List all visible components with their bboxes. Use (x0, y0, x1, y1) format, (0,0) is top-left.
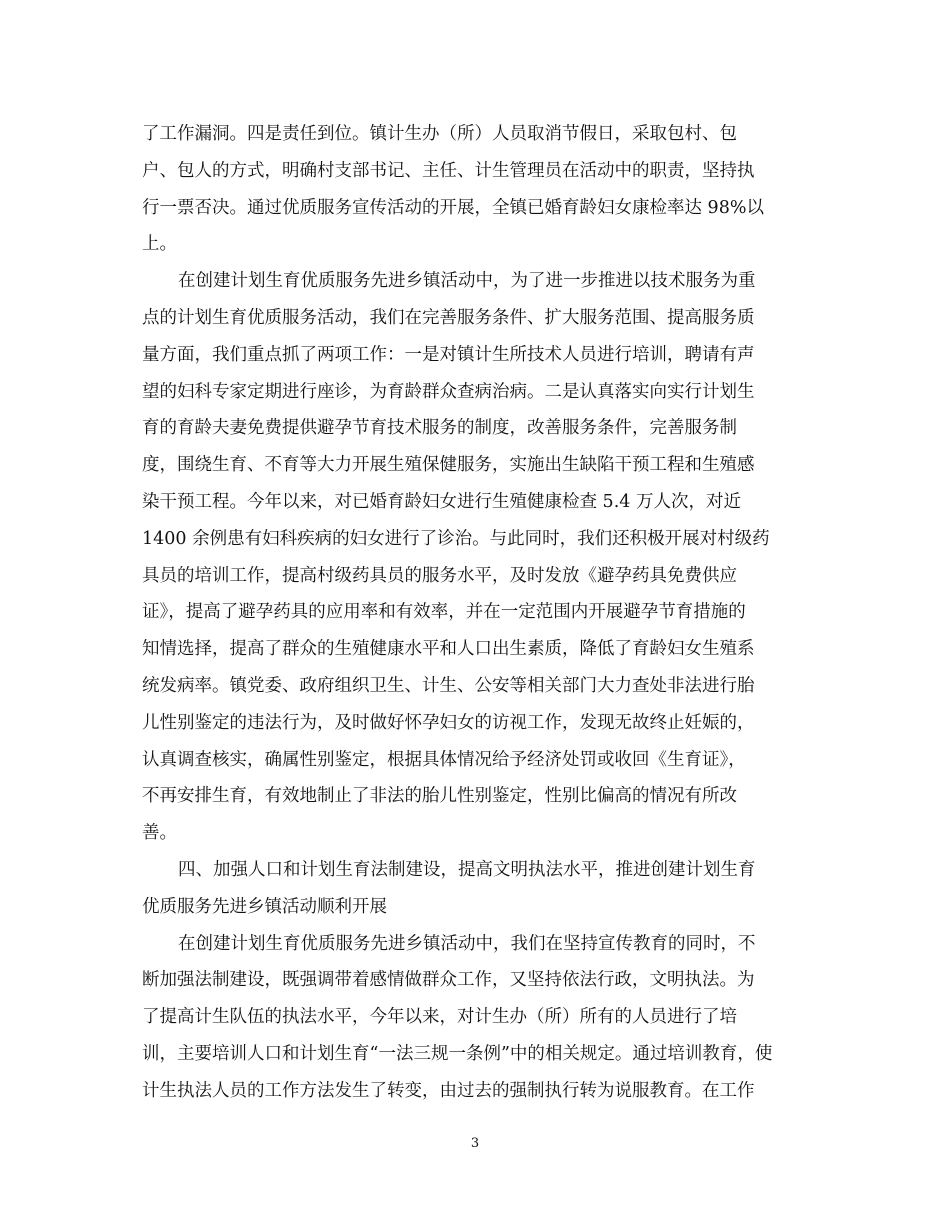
page-number: 3 (470, 1136, 480, 1151)
text-line: 证》，提高了避孕药具的应用率和有效率，并在一定范围内开展避孕节育措施的 (142, 602, 746, 623)
text-line: 认真调查核实，确属性别鉴定，根据具体情况给予经济处罚或收回《生育证》， (142, 749, 746, 770)
paragraph-start-line: 在创建计划生育优质服务先进乡镇活动中，为了进一步推进以技术服务为重 (178, 271, 756, 292)
text-line: 1400 余例患有妇科疾病的妇女进行了诊治。与此同时，我们还积极开展对村级药 (142, 528, 770, 549)
text-line: 不再安排生育，有效地制止了非法的胎儿性别鉴定，性别比偏高的情况有所改 (142, 786, 737, 807)
text-line: 善。 (142, 823, 177, 844)
text-line: 染干预工程。今年以来，对已婚育龄妇女进行生殖健康检查 5.4 万人次，对近 (142, 491, 741, 512)
text-line: 训，主要培训人口和计划生育“一法三规一条例”中的相关规定。通过培训教育，使 (142, 1043, 773, 1064)
text-line: 量方面，我们重点抓了两项工作：一是对镇计生所技术人员进行培训，聘请有声 (142, 344, 755, 365)
text-line: 上。 (142, 234, 177, 255)
text-line: 断加强法制建设，既强调带着感情做群众工作，又坚持依法行政，文明执法。为 (142, 970, 755, 991)
text-line: 育的育龄夫妻免费提供避孕节育技术服务的制度，改善服务条件，完善服务制 (142, 418, 737, 439)
body-text (142, 116, 814, 1110)
section-heading-line: 优质服务先进乡镇活动顺利开展 (142, 896, 387, 917)
text-line: 了提高计生队伍的执法水平，今年以来，对计生办（所）所有的人员进行了培 (142, 1007, 737, 1028)
text-line: 知情选择，提高了群众的生殖健康水平和人口出生素质，降低了育龄妇女生殖系 (142, 639, 755, 660)
text-line: 儿性别鉴定的违法行为，及时做好怀孕妇女的访视工作，发现无故终止妊娠的， (142, 712, 755, 733)
text-line: 点的计划生育优质服务活动，我们在完善服务条件、扩大服务范围、提高服务质 (142, 307, 755, 328)
text-line: 统发病率。镇党委、政府组织卫生、计生、公安等相关部门大力查处非法进行胎 (142, 675, 755, 696)
text-line: 度，围绕生育、不育等大力开展生殖保健服务，实施出生缺陷干预工程和生殖感 (142, 455, 755, 476)
text-line: 具员的培训工作，提高村级药具员的服务水平，及时发放《避孕药具免费供应 (142, 565, 737, 586)
text-line: 了工作漏洞。四是责任到位。镇计生办（所）人员取消节假日，采取包村、包 (142, 124, 737, 144)
section-heading-line: 四、加强人口和计划生育法制建设，提高文明执法水平，推进创建计划生育 (178, 859, 756, 880)
text-line: 户、包人的方式，明确村支部书记、主任、计生管理员在活动中的职责，坚持执 (142, 160, 755, 181)
text-line: 行一票否决。通过优质服务宣传活动的开展，全镇已婚育龄妇女康检率达 98%以 (142, 197, 764, 218)
text-line: 望的妇科专家定期进行座诊，为育龄群众查病治病。二是认真落实向实行计划生 (142, 381, 755, 402)
text-line: 计生执法人员的工作方法发生了转变，由过去的强制执行转为说服教育。在工作 (142, 1080, 755, 1101)
paragraph-start-line: 在创建计划生育优质服务先进乡镇活动中，我们在坚持宣传教育的同时，不 (178, 933, 756, 954)
